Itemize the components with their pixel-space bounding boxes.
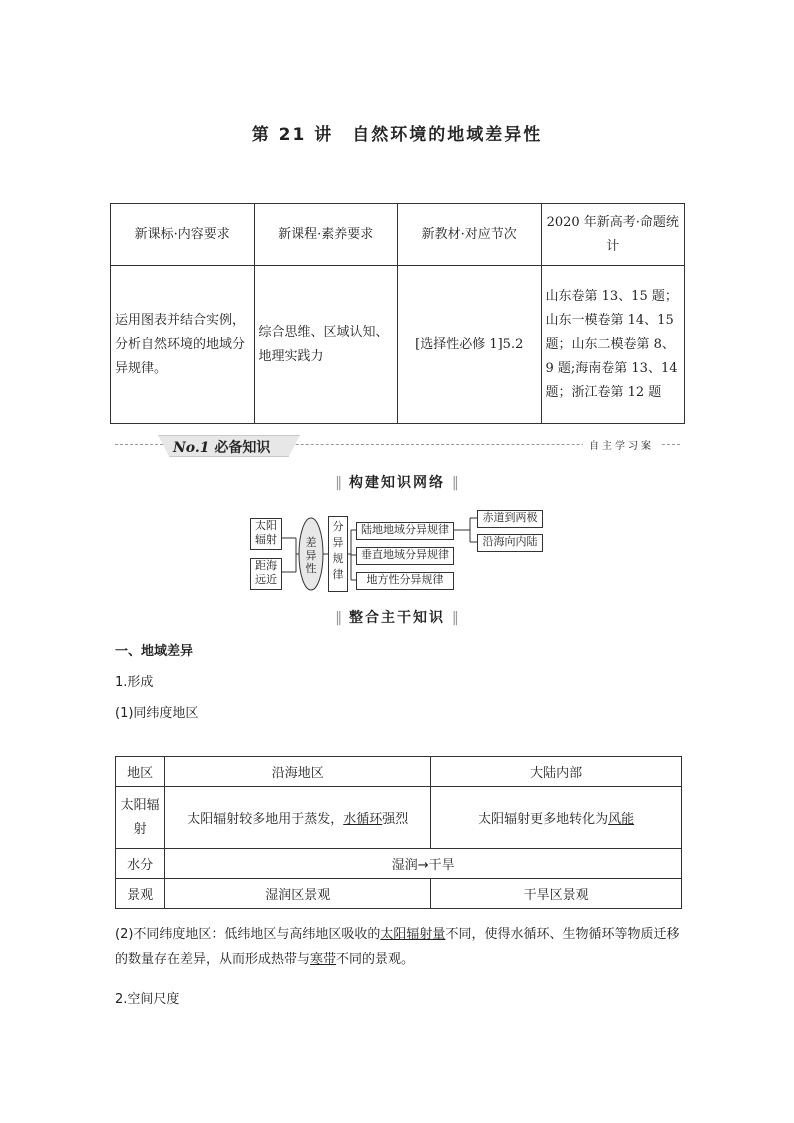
banner-title: No.1 必备知识 (173, 440, 271, 456)
heading-1: 一、地域差异 (115, 644, 194, 659)
section-heading: ‖ 构建知识网络 ‖ (335, 475, 459, 491)
factor-box: 距海远近 (250, 558, 282, 590)
curriculum-table (110, 203, 685, 424)
table-header: 新课程·素养要求 (254, 204, 398, 266)
center-node: 差异性 (305, 536, 317, 575)
table-header: 新教材·对应节次 (398, 204, 542, 266)
page-title: 第 21 讲 自然环境的地域差异性 (251, 125, 543, 145)
table-cell: 山东卷第 13、15 题；山东一模卷第 14、15 题；山东二模卷第 8、9 题;海南卷第 13、14 题；浙江卷第 12 题 (541, 266, 685, 424)
rule-item: 陆地地域分异规律 (356, 522, 454, 540)
table-cell: [选择性必修 1]5.2 (398, 266, 542, 424)
banner-right-label: 自主学习案 (583, 437, 660, 452)
table-cell: 干旱区景观 (431, 879, 682, 909)
table-cell: 太阳辐射更多地转化为风能 (431, 787, 682, 849)
table-cell: 湿润区景观 (165, 879, 431, 909)
table-header: 2020 年新高考·命题统计 (541, 204, 685, 266)
row-label: 太阳辐射 (116, 787, 165, 849)
heading-4: 2.空间尺度 (115, 992, 180, 1007)
knowledge-diagram (250, 506, 550, 596)
heading-2: 1.形成 (115, 675, 154, 690)
table-header: 地区 (116, 757, 165, 787)
table-header: 大陆内部 (431, 757, 682, 787)
table-header: 新课标·内容要求 (111, 204, 255, 266)
sub-item: 赤道到两极 (477, 510, 543, 528)
row-label: 景观 (116, 879, 165, 909)
row-label: 水分 (116, 849, 165, 879)
rule-item: 地方性分异规律 (356, 572, 454, 590)
paragraph: (2)不同纬度地区：低纬地区与高纬地区吸收的太阳辐射量不同，使得水循环、生物循环等物质迁移的数量存在差异，从而形成热带与寒带不同的景观。 (115, 927, 680, 967)
section-banner (115, 433, 680, 457)
sub-item: 沿海向内陆 (477, 534, 543, 552)
table-cell: 太阳辐射较多地用于蒸发，水循环强烈 (165, 787, 431, 849)
section-heading: ‖ 整合主干知识 ‖ (335, 610, 459, 626)
factor-box: 太阳辐射 (250, 518, 282, 550)
rule-item: 垂直地域分异规律 (356, 547, 454, 565)
rules-box: 分异规律 (328, 516, 348, 592)
comparison-table (115, 756, 682, 909)
table-cell: 湿润→干旱 (165, 849, 682, 879)
table-cell: 综合思维、区域认知、地理实践力 (254, 266, 398, 424)
table-cell: 运用图表并结合实例，分析自然环境的地域分异规律。 (111, 266, 255, 424)
heading-3: (1)同纬度地区 (115, 706, 199, 721)
table-header: 沿海地区 (165, 757, 431, 787)
